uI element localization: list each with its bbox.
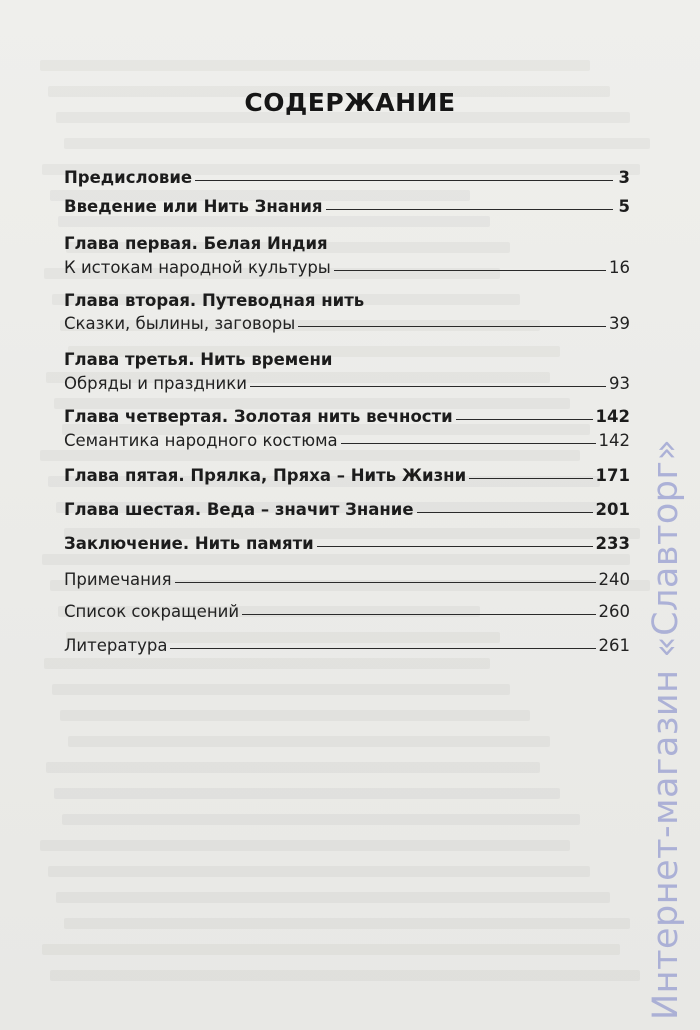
toc-entry-label: Обряды и праздники xyxy=(64,374,247,393)
toc-subentry xyxy=(64,431,630,455)
toc-leader-line xyxy=(250,386,606,387)
toc-entry-label: Глава вторая. Путеводная нить xyxy=(64,291,365,310)
toc-chapter-entry xyxy=(64,168,630,192)
bleed-through-line xyxy=(42,944,620,955)
toc-entry-label: Введение или Нить Знания xyxy=(64,197,323,216)
toc-page-number: 16 xyxy=(609,258,630,277)
toc-page-number: 201 xyxy=(595,500,630,519)
toc-leader-line xyxy=(326,209,614,210)
toc-entry-label: Семантика народного костюма xyxy=(64,431,338,450)
toc-entry-label: Глава первая. Белая Индия xyxy=(64,234,328,253)
toc-page-number: 93 xyxy=(609,374,630,393)
toc-page-number: 39 xyxy=(609,314,630,333)
toc-chapter-entry xyxy=(64,407,630,431)
toc-subentry xyxy=(64,602,630,626)
toc-leader-line xyxy=(317,546,593,547)
toc-page-number: 5 xyxy=(618,197,630,216)
toc-page-number: 142 xyxy=(595,407,630,426)
toc-entry-label: Предисловие xyxy=(64,168,193,187)
toc-leader-line xyxy=(170,648,595,649)
toc-leader-line xyxy=(417,512,593,513)
bleed-through-line xyxy=(50,970,640,981)
toc-leader-line xyxy=(334,270,606,271)
toc-leader-line xyxy=(242,614,595,615)
bleed-through-line xyxy=(54,788,560,799)
toc-page-number: 233 xyxy=(595,534,630,553)
toc-page-number: 3 xyxy=(618,168,630,187)
toc-entry-label: Глава шестая. Веда – значит Знание xyxy=(64,500,414,519)
bleed-through-line xyxy=(68,736,550,747)
bleed-through-line xyxy=(60,710,530,721)
bleed-through-line xyxy=(52,684,510,695)
toc-entry-label: Сказки, былины, заговоры xyxy=(64,314,296,333)
toc-subentry xyxy=(64,570,630,594)
toc-leader-line xyxy=(341,443,596,444)
bleed-through-line xyxy=(48,866,590,877)
bleed-through-line xyxy=(62,814,580,825)
toc-chapter-entry xyxy=(64,534,630,558)
toc-chapter-entry xyxy=(64,466,630,490)
toc-chapter-entry xyxy=(64,234,630,258)
toc-entry-label: Глава четвертая. Золотая нить вечности xyxy=(64,407,453,426)
toc-entry-label: Заключение. Нить памяти xyxy=(64,534,314,553)
toc-chapter-entry xyxy=(64,500,630,524)
bleed-through-line xyxy=(56,892,610,903)
toc-page-number: 171 xyxy=(595,466,630,485)
toc-page-number: 142 xyxy=(598,431,630,450)
toc-page-number: 240 xyxy=(598,570,630,589)
toc-subentry xyxy=(64,636,630,660)
bleed-through-line xyxy=(64,918,630,929)
bleed-through-line xyxy=(64,138,650,149)
toc-entry-label: Глава пятая. Прялка, Пряха – Нить Жизни xyxy=(64,466,467,485)
toc-page-number: 260 xyxy=(598,602,630,621)
page-title: СОДЕРЖАНИЕ xyxy=(244,88,456,117)
store-watermark: Интернет-магазин «Славторг» xyxy=(646,438,686,1020)
toc-subentry xyxy=(64,314,630,338)
toc-leader-line xyxy=(298,326,606,327)
toc-entry-label: Примечания xyxy=(64,570,172,589)
toc-leader-line xyxy=(195,180,613,181)
toc-leader-line xyxy=(175,582,596,583)
toc-page-number: 261 xyxy=(598,636,630,655)
bleed-through-line xyxy=(40,60,590,71)
toc-entry-label: Список сокращений xyxy=(64,602,240,621)
toc-entry-label: Литература xyxy=(64,636,168,655)
toc-chapter-entry xyxy=(64,350,630,374)
bleed-through-line xyxy=(40,840,570,851)
toc-leader-line xyxy=(456,419,593,420)
toc-entry-label: К истокам народной культуры xyxy=(64,258,331,277)
toc-chapter-entry xyxy=(64,197,630,221)
toc-leader-line xyxy=(469,478,592,479)
bleed-through-line xyxy=(46,762,540,773)
toc-entry-label: Глава третья. Нить времени xyxy=(64,350,333,369)
toc-subentry xyxy=(64,374,630,398)
toc-chapter-entry xyxy=(64,291,630,315)
toc-subentry xyxy=(64,258,630,282)
